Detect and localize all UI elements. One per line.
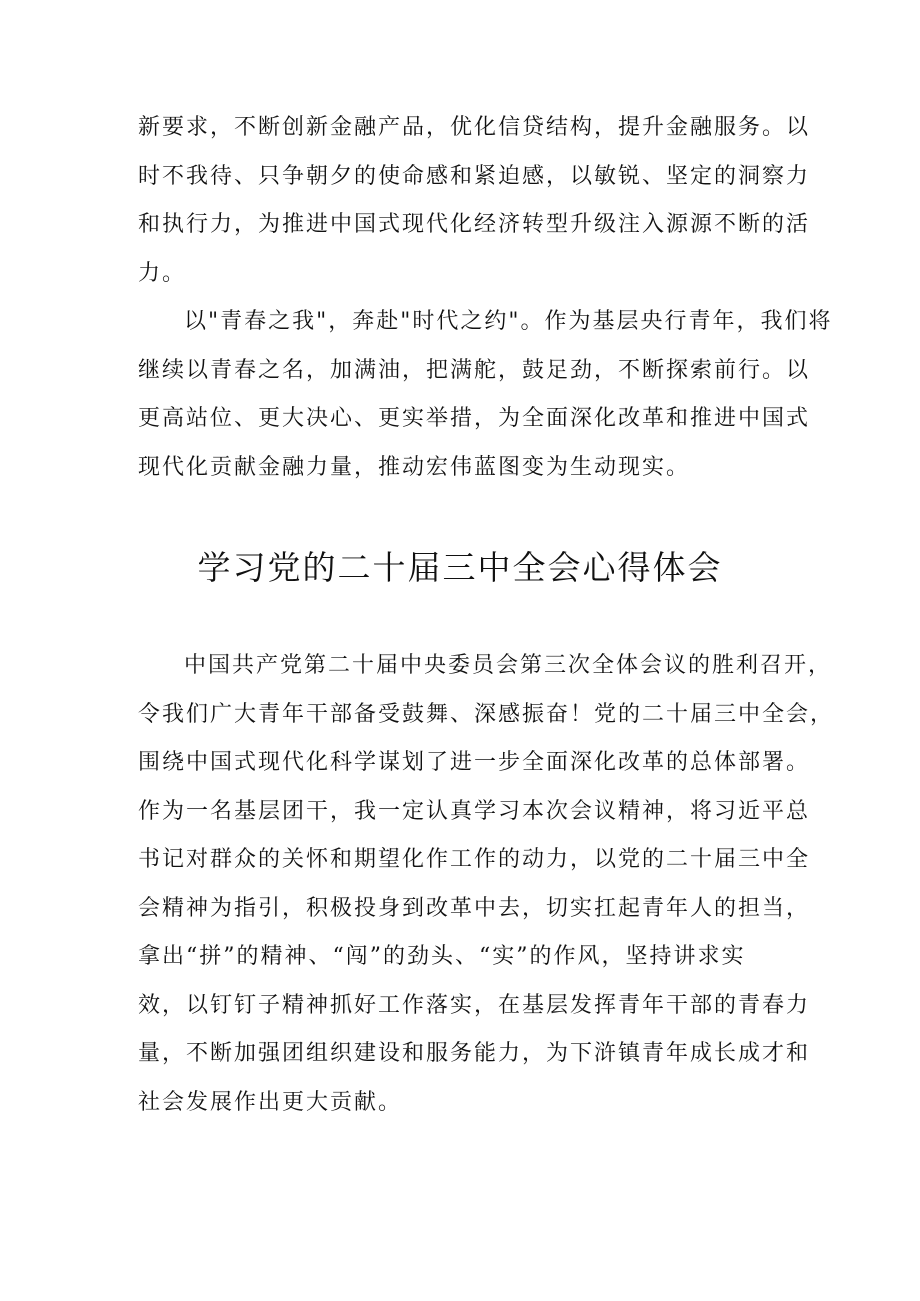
paragraph-line: 时不我待、只争朝夕的使命感和紧迫感，以敏锐、坚定的洞察力 [138, 163, 811, 189]
paragraph-line: 现代化贡献金融力量，推动宏伟蓝图变为生动现实。 [138, 454, 691, 480]
paragraph-line: 拿出“拼”的精神、“闯”的劲头、“实”的作风，坚持讲求实 [138, 944, 746, 969]
paragraph-line: 以"青春之我"，奔赴"时代之约"。作为基层央行青年，我们将 [184, 309, 833, 334]
paragraph-line: 作为一名基层团干，我一定认真学习本次会议精神，将习近平总 [138, 798, 811, 824]
article-title: 学习党的二十届三中全会心得体会 [197, 548, 723, 587]
paragraph-line: 书记对群众的关怀和期望化作工作的动力，以党的二十届三中全 [138, 847, 811, 872]
paragraph-line: 更高站位、更大决心、更实举措，为全面深化改革和推进中国式 [138, 406, 811, 431]
paragraph-line: 新要求，不断创新金融产品，优化信贷结构，提升金融服务。以 [138, 115, 811, 140]
paragraph-line: 继续以青春之名，加满油，把满舵，鼓足劲，不断探索前行。以 [138, 357, 811, 383]
paragraph-line: 令我们广大青年干部备受鼓舞、深感振奋！党的二十届三中全会， [138, 701, 835, 727]
continuation-paragraph [138, 104, 811, 298]
article-paragraph [138, 642, 835, 1127]
paragraph-line: 会精神为指引，积极投身到改革中去，切实扛起青年人的担当， [138, 895, 811, 921]
paragraph-line: 社会发展作出更大贡献。 [138, 1089, 403, 1115]
paragraph-line: 围绕中国式现代化科学谋划了进一步全面深化改革的总体部署。 [138, 750, 811, 775]
paragraph-line: 和执行力，为推进中国式现代化经济转型升级注入源源不断的活 [138, 212, 811, 237]
closing-paragraph [138, 298, 833, 492]
paragraph-line: 中国共产党第二十届中央委员会第三次全体会议的胜利召开， [184, 653, 833, 678]
paragraph-line: 效，以钉钉子精神抓好工作落实，在基层发挥青年干部的青春力 [138, 992, 811, 1018]
paragraph-line: 力。 [138, 260, 187, 286]
paragraph-line: 量，不断加强团组织建设和服务能力，为下浒镇青年成长成才和 [138, 1041, 811, 1066]
